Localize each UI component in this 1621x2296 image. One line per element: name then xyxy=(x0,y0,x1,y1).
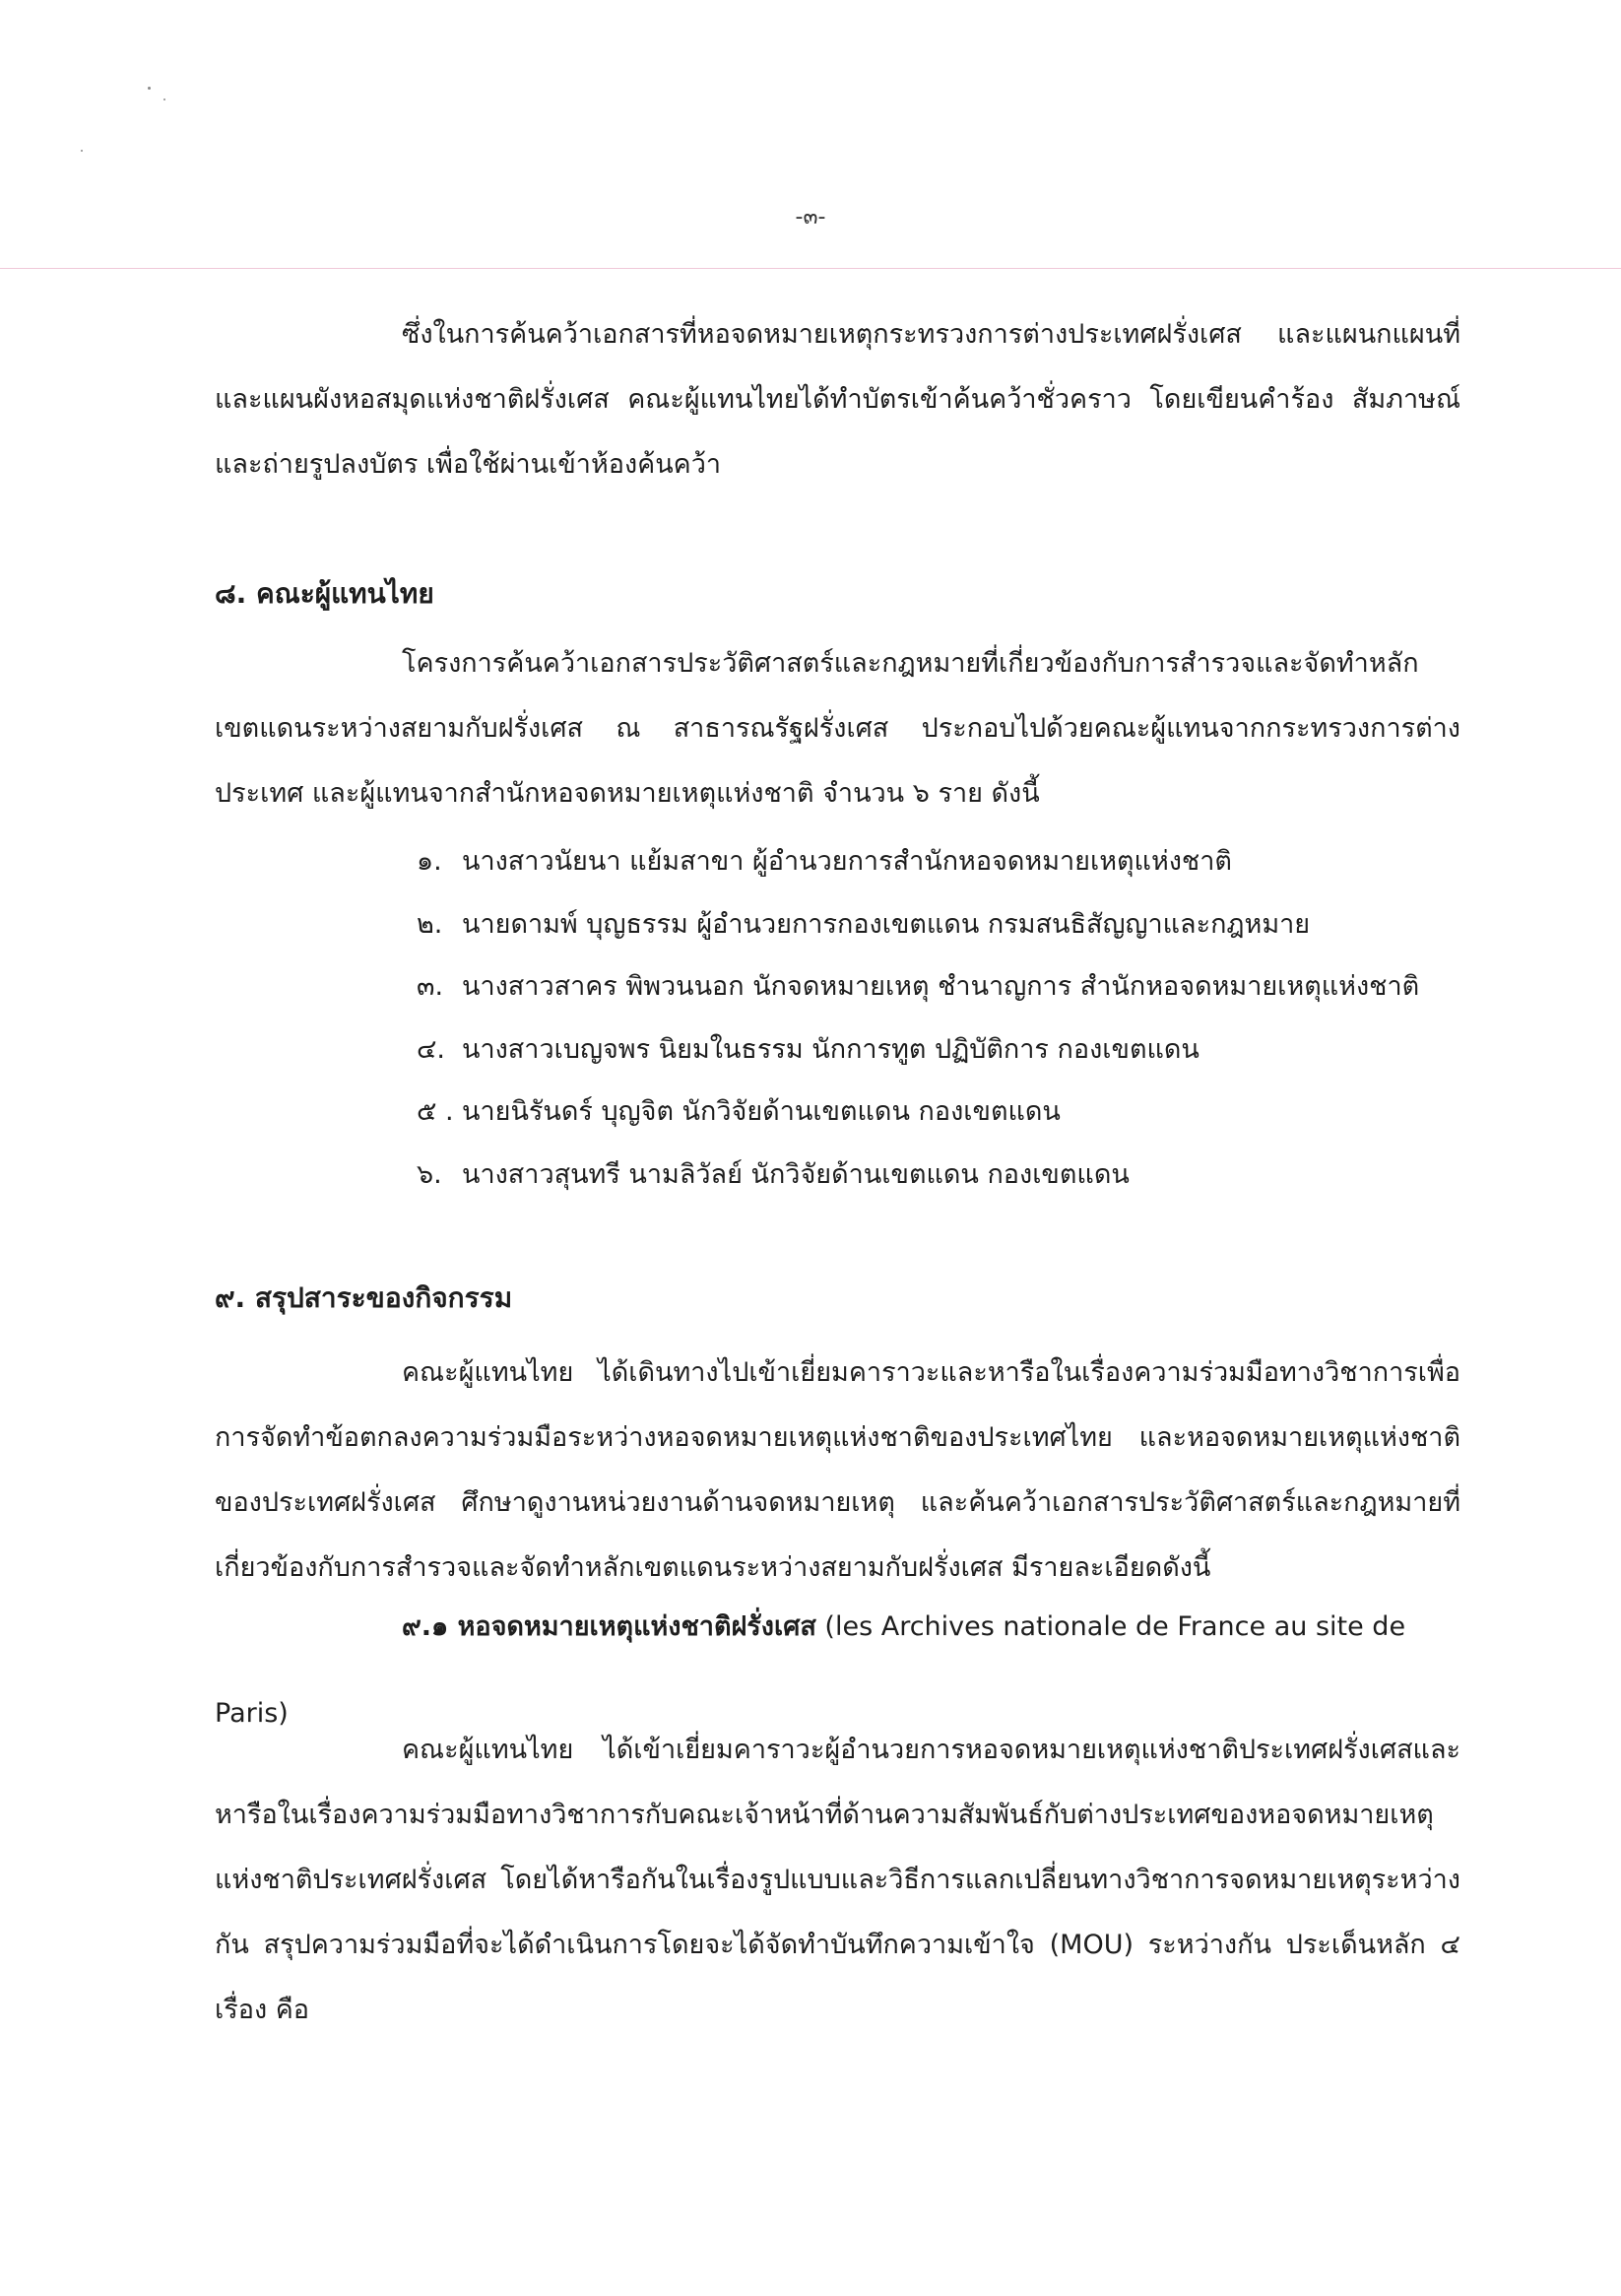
list-item-text: นางสาวสุนทรี นามลิวัลย์ นักวิจัยด้านเขตแดน กองเขตแดน xyxy=(462,1158,1130,1190)
list-item-text: นางสาวนัยนา แย้มสาขา ผู้อำนวยการสำนักหอจดหมายเหตุแห่งชาติ xyxy=(462,846,1232,877)
list-item-number: ๖. xyxy=(417,1158,442,1190)
section-8-paragraph: โครงการค้นคว้าเอกสารประวัติศาสตร์และกฎหมายที่เกี่ยวข้องกับการสำรวจและจัดทำหลักเขตแดนระหว่างสยามกับฝรั่งเศส ณ สาธารณรัฐฝรั่งเศส ประกอบไปด้วยคณะผู้แทนจากกระทรวงการต่างประเทศ และผู้แทนจากสำนักหอจดหมายเหตุแห่งชาติ จำนวน ๖ ราย ดังนี้ xyxy=(215,648,1460,809)
list-item xyxy=(417,1081,1419,1144)
section-9-paragraph-block xyxy=(215,1341,1460,1601)
page-number: -๓- xyxy=(795,205,826,230)
list-item xyxy=(417,893,1419,956)
intro-paragraph-block xyxy=(215,302,1460,497)
list-item-text: นายนิรันดร์ บุญจิต นักวิจัยด้านเขตแดน กองเขตแดน xyxy=(462,1096,1061,1128)
list-item-number: ๓. xyxy=(417,971,444,1003)
intro-paragraph: ซึ่งในการค้นคว้าเอกสารที่หอจดหมายเหตุกระทรวงการต่างประเทศฝรั่งเศส และแผนกแผนที่และแผนผังหอสมุดแห่งชาติฝรั่งเศส คณะผู้แทนไทยได้ทำบัตรเข้าค้นคว้าชั่วคราว โดยเขียนคำร้อง สัมภาษณ์ และถ่ายรูปลงบัตร เพื่อใช้ผ่านเข้าห้องค้นคว้า xyxy=(215,319,1460,480)
section-9-heading: ๙. สรุปสาระของกิจกรรม xyxy=(215,1281,513,1314)
list-item-number: ๔. xyxy=(417,1033,446,1065)
subsection-9-1-paragraph: คณะผู้แทนไทย ได้เข้าเยี่ยมคาราวะผู้อำนวยการหอจดหมายเหตุแห่งชาติประเทศฝรั่งเศสและหารือในเรื่องความร่วมมือทางวิชาการกับคณะเจ้าหน้าที่ด้านความสัมพันธ์กับต่างประเทศของหอจดหมายเหตุแห่งชาติประเทศฝรั่งเศส โดยได้หารือกันในเรื่องรูปแบบและวิธีการแลกเปลี่ยนทางวิชาการจดหมายเหตุระหว่างกัน สรุปความร่วมมือที่จะได้ดำเนินการโดยจะได้จัดทำบันทึกความเข้าใจ (MOU) ระหว่างกัน ประเด็นหลัก ๔ เรื่อง คือ xyxy=(215,1735,1460,2025)
list-item xyxy=(417,955,1419,1018)
list-item-number: ๒. xyxy=(417,908,443,940)
list-item-text: นางสาวเบญจพร นิยมในธรรม นักการทูต ปฏิบัติการ กองเขตแดน xyxy=(462,1033,1200,1065)
member-list xyxy=(417,830,1419,1207)
section-8-paragraph-block xyxy=(215,631,1460,826)
list-item xyxy=(417,1144,1419,1207)
header-rule xyxy=(0,268,1621,269)
scan-speck xyxy=(163,98,165,100)
scan-speck xyxy=(81,150,83,152)
subsection-9-1-paragraph-block xyxy=(215,1718,1460,2043)
list-item-text: นางสาวสาคร พิพวนนอก นักจดหมายเหตุ ชำนาญการ สำนักหอจดหมายเหตุแห่งชาติ xyxy=(462,971,1420,1003)
list-item-number: ๑. xyxy=(417,846,442,877)
list-item-number: ๕ . xyxy=(417,1096,454,1128)
section-8-heading: ๘. คณะผู้แทนไทย xyxy=(215,577,434,610)
subsection-9-1-title: ๙.๑ หอจดหมายเหตุแห่งชาติฝรั่งเศส xyxy=(402,1611,816,1642)
list-item-text: นายดามพ์ บุญธรรม ผู้อำนวยการกองเขตแดน กรมสนธิสัญญาและกฎหมาย xyxy=(462,908,1311,940)
scan-speck xyxy=(148,87,151,90)
subsection-9-1-title-french: (les Archives nationale de France au site de Paris) xyxy=(215,1611,1406,1729)
list-item xyxy=(417,830,1419,893)
list-item xyxy=(417,1018,1419,1082)
section-9-paragraph: คณะผู้แทนไทย ได้เดินทางไปเข้าเยี่ยมคาราวะและหารือในเรื่องความร่วมมือทางวิชาการเพื่อการจัดทำข้อตกลงความร่วมมือระหว่างหอจดหมายเหตุแห่งชาติของประเทศไทย และหอจดหมายเหตุแห่งชาติของประเทศฝรั่งเศส ศึกษาดูงานหน่วยงานด้านจดหมายเหตุ และค้นคว้าเอกสารประวัติศาสตร์และกฎหมายที่เกี่ยวข้องกับการสำรวจและจัดทำหลักเขตแดนระหว่างสยามกับฝรั่งเศส มีรายละเอียดดังนี้ xyxy=(215,1357,1460,1583)
